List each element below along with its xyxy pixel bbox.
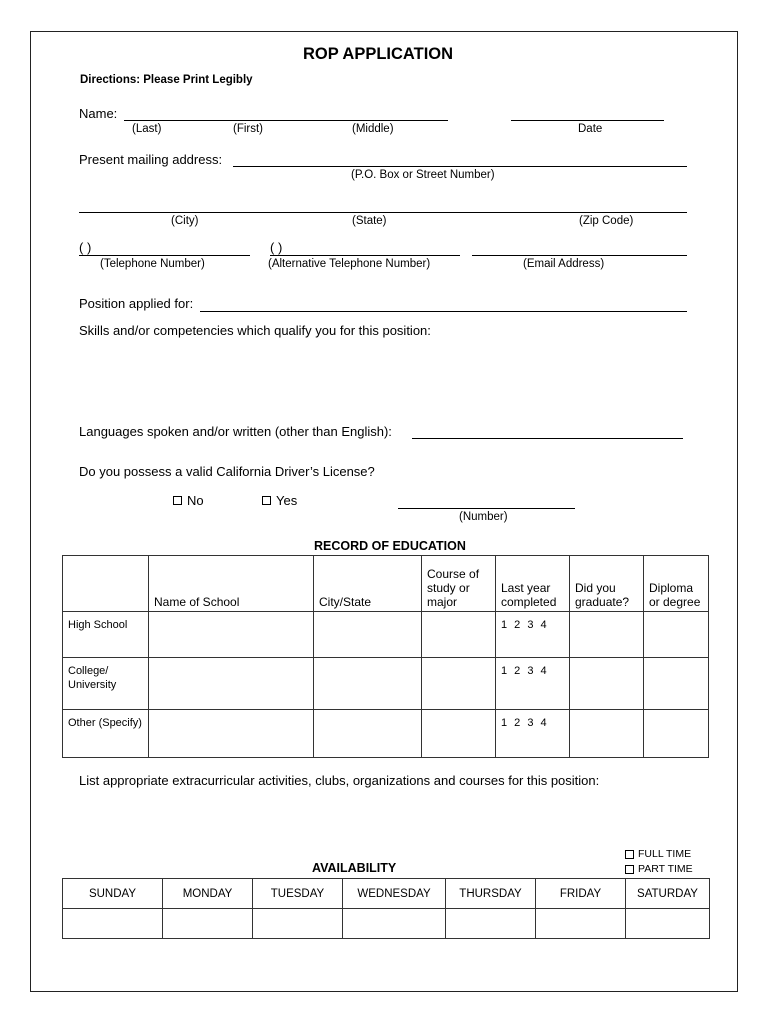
- day-wednesday: WEDNESDAY: [343, 879, 446, 909]
- city-state-cell[interactable]: [314, 658, 422, 710]
- position-line[interactable]: [200, 311, 687, 312]
- license-number-line[interactable]: [398, 508, 575, 509]
- state-caption: (State): [352, 215, 387, 227]
- header-diploma: Diploma or degree: [644, 556, 709, 612]
- last-year-options[interactable]: 1 2 3 4: [496, 612, 570, 658]
- education-row-college: [63, 658, 709, 710]
- alt-telephone-caption: (Alternative Telephone Number): [268, 258, 431, 270]
- education-header-row: [63, 556, 709, 612]
- header-course-of-study: Course of study or major: [422, 556, 496, 612]
- directions: Directions: Please Print Legibly: [80, 74, 253, 86]
- mailing-address-caption: (P.O. Box or Street Number): [351, 169, 495, 181]
- languages-label: Languages spoken and/or written (other than English):: [79, 424, 392, 439]
- license-no-checkbox[interactable]: [173, 496, 182, 505]
- day-thursday: THURSDAY: [446, 879, 536, 909]
- day-friday: FRIDAY: [536, 879, 626, 909]
- license-question: Do you possess a valid California Driver’s License?: [79, 464, 375, 479]
- day-saturday: SATURDAY: [626, 879, 710, 909]
- education-row-other: [63, 710, 709, 758]
- part-time-label: PART TIME: [638, 863, 693, 875]
- mailing-address-line-tail: [665, 166, 687, 167]
- mailing-address-line[interactable]: [233, 166, 665, 167]
- position-label: Position applied for:: [79, 296, 194, 311]
- activities-label: List appropriate extracurricular activities, clubs, organizations and courses for this position:: [79, 773, 600, 788]
- header-city-state: City/State: [314, 556, 422, 612]
- education-row-high-school: [63, 612, 709, 658]
- course-cell[interactable]: [422, 612, 496, 658]
- alt-telephone-paren: ( ): [270, 240, 283, 255]
- name-line[interactable]: [124, 120, 448, 121]
- availability-title: AVAILABILITY: [312, 861, 397, 875]
- name-first-caption: (First): [233, 123, 264, 135]
- city-state-cell[interactable]: [314, 710, 422, 758]
- email-line[interactable]: [472, 255, 687, 256]
- row-label: Other (Specify): [63, 710, 149, 758]
- full-time-label: FULL TIME: [638, 848, 692, 860]
- city-line-tail: [665, 212, 687, 213]
- date-caption: Date: [578, 123, 603, 135]
- skills-label: Skills and/or competencies which qualify you for this position:: [79, 323, 431, 338]
- languages-line[interactable]: [412, 438, 683, 439]
- course-cell[interactable]: [422, 658, 496, 710]
- education-title: RECORD OF EDUCATION: [314, 539, 466, 553]
- school-name-cell[interactable]: [149, 658, 314, 710]
- day-sunday: SUNDAY: [63, 879, 163, 909]
- availability-table: [62, 878, 710, 939]
- availability-entry-row: [63, 909, 710, 939]
- license-no-label: No: [187, 493, 204, 508]
- name-last-caption: (Last): [132, 123, 162, 135]
- city-caption: (City): [171, 215, 199, 227]
- telephone-caption: (Telephone Number): [100, 258, 205, 270]
- form-title: ROP APPLICATION: [303, 45, 454, 63]
- thursday-hours-cell[interactable]: [446, 909, 536, 939]
- course-cell[interactable]: [422, 710, 496, 758]
- telephone-line[interactable]: [79, 255, 250, 256]
- name-middle-caption: (Middle): [352, 123, 394, 135]
- telephone-paren: ( ): [79, 240, 92, 255]
- date-line[interactable]: [511, 120, 664, 121]
- city-state-zip-line[interactable]: [79, 212, 665, 213]
- row-label: College/ University: [63, 658, 149, 710]
- alt-telephone-line[interactable]: [270, 255, 460, 256]
- license-yes-label: Yes: [276, 493, 298, 508]
- mailing-address-label: Present mailing address:: [79, 152, 223, 167]
- full-time-checkbox[interactable]: [625, 850, 634, 859]
- zip-caption: (Zip Code): [579, 215, 634, 227]
- city-state-cell[interactable]: [314, 612, 422, 658]
- last-year-options[interactable]: 1 2 3 4: [496, 658, 570, 710]
- education-header-blank: [63, 556, 149, 612]
- header-last-year: Last year completed: [496, 556, 570, 612]
- header-did-you-graduate: Did you graduate?: [570, 556, 644, 612]
- school-name-cell[interactable]: [149, 612, 314, 658]
- availability-days-row: [63, 879, 710, 909]
- friday-hours-cell[interactable]: [536, 909, 626, 939]
- saturday-hours-cell[interactable]: [626, 909, 710, 939]
- license-yes-checkbox[interactable]: [262, 496, 271, 505]
- education-table: [62, 555, 709, 758]
- license-number-caption: (Number): [459, 511, 508, 523]
- graduate-cell[interactable]: [570, 658, 644, 710]
- diploma-cell[interactable]: [644, 710, 709, 758]
- name-label: Name:: [79, 106, 118, 121]
- graduate-cell[interactable]: [570, 612, 644, 658]
- sunday-hours-cell[interactable]: [63, 909, 163, 939]
- graduate-cell[interactable]: [570, 710, 644, 758]
- row-label: High School: [63, 612, 149, 658]
- wednesday-hours-cell[interactable]: [343, 909, 446, 939]
- diploma-cell[interactable]: [644, 612, 709, 658]
- last-year-options[interactable]: 1 2 3 4: [496, 710, 570, 758]
- part-time-checkbox[interactable]: [625, 865, 634, 874]
- email-caption: (Email Address): [523, 258, 605, 270]
- monday-hours-cell[interactable]: [163, 909, 253, 939]
- day-tuesday: TUESDAY: [253, 879, 343, 909]
- school-name-cell[interactable]: [149, 710, 314, 758]
- day-monday: MONDAY: [163, 879, 253, 909]
- header-name-of-school: Name of School: [149, 556, 314, 612]
- tuesday-hours-cell[interactable]: [253, 909, 343, 939]
- diploma-cell[interactable]: [644, 658, 709, 710]
